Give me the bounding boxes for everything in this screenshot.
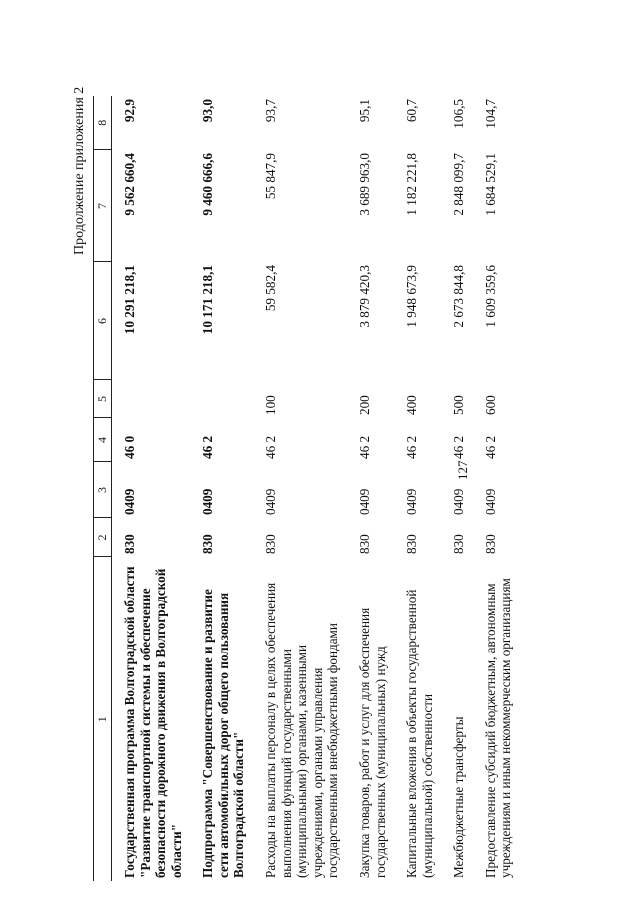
expense-type-code: 200	[356, 395, 372, 415]
execution-percent: 95,1	[356, 99, 372, 123]
column-header: 5	[94, 380, 112, 418]
target-article-code: 46 2	[451, 435, 467, 459]
execution-percent: 93,7	[263, 99, 279, 123]
executed-amount: 9 460 666,6	[200, 153, 216, 216]
section-code: 0409	[122, 488, 137, 515]
execution-percent: 93,0	[200, 99, 216, 123]
section-code: 0409	[356, 488, 372, 515]
execution-percent: 60,7	[404, 99, 420, 123]
expense-type-code	[192, 380, 255, 418]
column-header: 6	[94, 262, 112, 380]
planned-amount: 1 609 359,6	[482, 265, 498, 328]
column-header: 7	[94, 150, 112, 262]
target-article-code: 46 0	[122, 435, 137, 459]
planned-amount: 10 291 218,1	[122, 265, 137, 335]
section-code: 0409	[451, 488, 467, 515]
expense-type-code: 600	[482, 395, 498, 415]
target-article-code: 46 2	[356, 435, 372, 459]
section-code: 0409	[404, 488, 420, 515]
row-description: Расходы на выплаты персоналу в целях обеспечения выполнения функций государственными (муниципальными) органами, казенными учреждениями, органами управления государственными внебюджетными фондами	[263, 582, 341, 878]
page-number: 127	[455, 460, 470, 480]
admin-code: 830	[451, 534, 467, 554]
table-row	[255, 96, 349, 881]
planned-amount: 1 948 673,9	[404, 265, 420, 328]
admin-code: 830	[356, 534, 372, 554]
table-row	[475, 96, 522, 881]
section-code: 0409	[482, 488, 498, 515]
column-header: 3	[94, 462, 112, 518]
table-header-row	[94, 96, 112, 881]
target-article-code: 46 2	[263, 435, 279, 459]
target-article-code: 46 2	[482, 435, 498, 459]
execution-percent: 92,9	[122, 99, 137, 123]
table-row	[443, 96, 475, 881]
table-body	[112, 96, 522, 881]
target-article-code: 46 2	[404, 435, 420, 459]
row-description: Капитальные вложения в объекты государственной (муниципальной) собственности	[404, 589, 435, 878]
column-header: 1	[94, 557, 112, 881]
execution-percent: 106,5	[451, 99, 467, 129]
executed-amount: 9 562 660,4	[122, 153, 137, 216]
execution-percent: 104,7	[482, 99, 498, 129]
row-description: Закупка товаров, работ и услуг для обеспечения государственных (муниципальных) нужд	[356, 607, 388, 878]
planned-amount: 3 879 420,3	[356, 265, 372, 328]
column-header: 2	[94, 518, 112, 557]
admin-code: 830	[482, 534, 498, 554]
row-description: Подпрограмма "Совершенствование и развитие сети автомобильных дорог общего пользования Волгоградской области"	[200, 589, 247, 878]
table-row	[112, 96, 193, 881]
planned-amount: 59 582,4	[263, 265, 279, 312]
row-description: Межбюджетные трансферты	[451, 716, 467, 878]
section-code: 0409	[263, 488, 279, 515]
executed-amount: 3 689 963,0	[356, 153, 372, 216]
admin-code: 830	[263, 534, 279, 554]
executed-amount: 2 848 099,7	[451, 153, 467, 216]
column-header: 4	[94, 418, 112, 462]
expense-type-code: 100	[263, 395, 279, 415]
admin-code: 830	[200, 534, 216, 554]
executed-amount: 1 182 221,8	[404, 153, 420, 216]
expense-type-code: 400	[404, 395, 420, 415]
target-article-code: 46 2	[200, 435, 216, 459]
admin-code: 830	[404, 534, 420, 554]
continuation-label: Продолжение приложения 2	[72, 86, 87, 255]
budget-table	[93, 96, 522, 881]
column-header: 8	[94, 96, 112, 150]
row-description: Предоставление субсидий бюджетным, автономным учреждениям и иным некоммерческим организациям	[482, 578, 514, 878]
executed-amount: 55 847,9	[263, 153, 279, 200]
section-code: 0409	[200, 488, 216, 515]
table-row	[396, 96, 443, 881]
row-description: Государственная программа Волгоградской области "Развитие транспортной системы и обеспечение безопасности дорожного движения в Волгоградской области"	[122, 566, 184, 878]
table-row	[349, 96, 396, 881]
planned-amount: 10 171 218,1	[200, 265, 216, 335]
expense-type-code: 500	[451, 395, 467, 415]
expense-type-code	[112, 380, 193, 418]
planned-amount: 2 673 844,8	[451, 265, 467, 328]
admin-code: 830	[122, 534, 137, 554]
table-row	[192, 96, 255, 881]
executed-amount: 1 684 529,1	[482, 153, 498, 216]
